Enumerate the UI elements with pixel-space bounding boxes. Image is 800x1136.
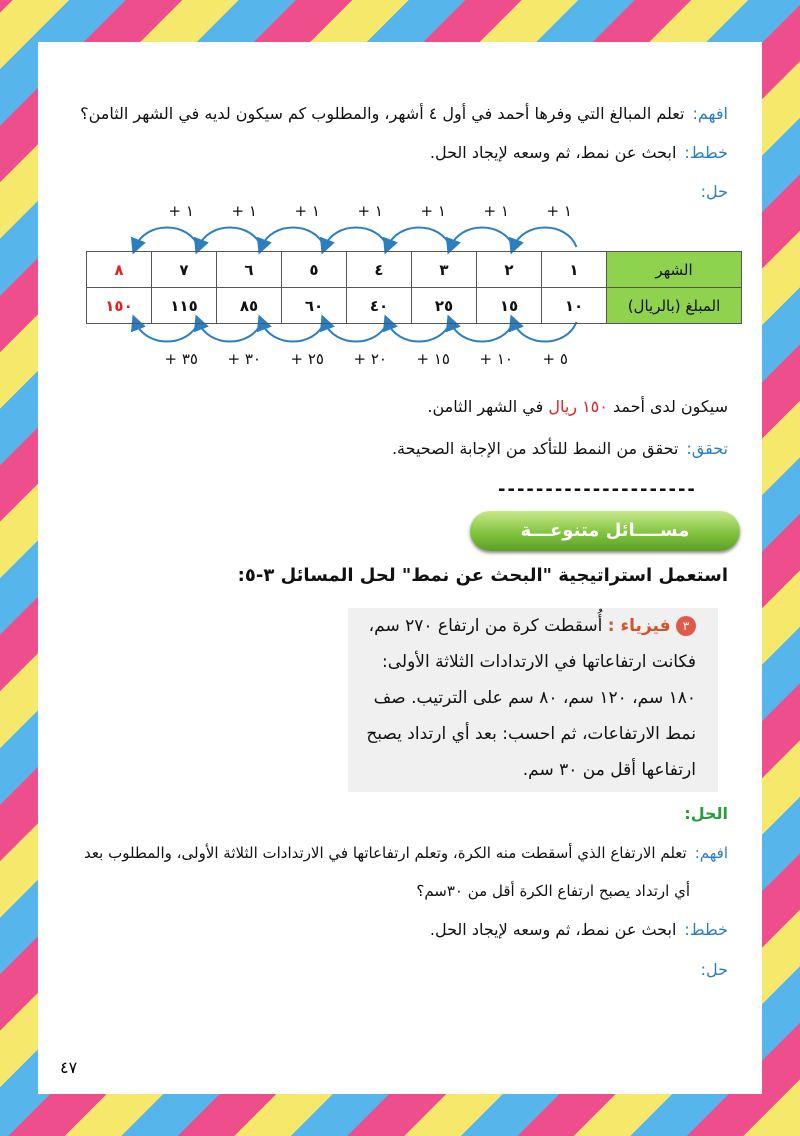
increment-arrows <box>38 42 762 382</box>
plan2-label: خطط: <box>684 920 728 939</box>
month-cell: ٢ <box>477 252 542 288</box>
month-cell: ٦ <box>217 252 282 288</box>
result-post: في الشهر الثامن. <box>427 397 544 416</box>
page <box>38 42 762 1094</box>
plan-label: خطط: <box>684 143 728 162</box>
top-increment-label: + ١ <box>420 202 446 220</box>
bottom-increment-label: + ٣٠ <box>227 350 261 368</box>
problem-text-1: أُسقطت كرة من ارتفاع ٢٧٠ سم، <box>368 616 603 636</box>
problem-box <box>348 608 718 792</box>
top-increment-arrow <box>451 228 514 248</box>
understand-text: تعلم المبالغ التي وفرها أحمد في أول ٤ أشهر، والمطلوب كم سيكون لديه في الشهر الثامن؟ <box>80 104 685 123</box>
amount-cell: ١١٥ <box>152 288 217 324</box>
understand2-label: افهم: <box>694 844 728 862</box>
instruction: استعمل استراتيجية "البحث عن نمط" لحل المسائل ٣-٥: <box>237 565 728 586</box>
result-line <box>427 397 728 416</box>
top-increment-arrow <box>388 228 451 248</box>
amount-cell: ٤٠ <box>347 288 412 324</box>
section-banner: مســــائل متنوعـــة <box>470 511 740 551</box>
solve-label: حل: <box>700 182 728 201</box>
bottom-increment-arrow <box>514 322 577 342</box>
top-increment-label: + ١ <box>483 202 509 220</box>
problem-line-4: نمط الارتفاعات، ثم احسب: بعد أي ارتداد يصبح <box>366 724 696 744</box>
amount-header: المبلغ (بالريال) <box>607 288 742 324</box>
bottom-increment-arrow <box>136 322 199 342</box>
month-cell: ١ <box>542 252 607 288</box>
month-cell: ٥ <box>282 252 347 288</box>
bottom-increment-arrow <box>388 322 451 342</box>
top-increment-arrow <box>199 228 262 248</box>
bottom-increment-arrow <box>262 322 325 342</box>
amount-cell: ١٠ <box>542 288 607 324</box>
check-text: تحقق من النمط للتأكد من الإجابة الصحيحة. <box>391 439 679 458</box>
bottom-increment-label: + ٣٥ <box>164 350 198 368</box>
result-pre: سيكون لدى أحمد <box>612 397 728 416</box>
pattern-table <box>86 251 742 324</box>
month-cell: ٣ <box>412 252 477 288</box>
top-increment-arrow <box>514 228 577 248</box>
month-header: الشهر <box>607 252 742 288</box>
problem-line-5: ارتفاعها أقل من ٣٠ سم. <box>522 760 696 780</box>
solve2-label: حل: <box>700 960 728 979</box>
understand2-text-1: تعلم الارتفاع الذي أسقطت منه الكرة، وتعلم ارتفاعاتها في الارتدادات الثلاثة الأولى، والمطلوب بعد <box>84 844 687 862</box>
month-cell: ٨ <box>87 252 152 288</box>
solve2-line <box>693 960 728 979</box>
problem-subject: فيزياء : <box>607 616 671 636</box>
result-amount: ١٥٠ ريال <box>548 397 608 416</box>
amount-cell: ٨٥ <box>217 288 282 324</box>
bottom-increment-arrow <box>199 322 262 342</box>
understand2-line <box>84 844 728 862</box>
problem-line-3: ١٨٠ سم، ١٢٠ سم، ٨٠ سم على الترتيب. صف <box>373 688 696 708</box>
top-increment-arrow <box>325 228 388 248</box>
amount-row <box>87 288 742 324</box>
plan2-text: ابحث عن نمط، ثم وسعه لإيجاد الحل. <box>429 920 677 939</box>
plan2-line <box>430 920 728 939</box>
top-increment-arrow <box>136 228 199 248</box>
problem-number: ٣ <box>676 616 696 636</box>
month-cell: ٤ <box>347 252 412 288</box>
check-line <box>392 439 728 458</box>
top-increment-label: + ١ <box>357 202 383 220</box>
amount-cell: ٦٠ <box>282 288 347 324</box>
plan-text: ابحث عن نمط، ثم وسعه لإيجاد الحل. <box>429 143 677 162</box>
bottom-increment-label: + ٥ <box>542 350 568 368</box>
month-row <box>87 252 742 288</box>
understand-label: افهم: <box>692 104 728 123</box>
solution-label: الحل: <box>684 804 728 823</box>
bottom-increment-arrow <box>325 322 388 342</box>
top-increment-label: + ١ <box>294 202 320 220</box>
top-increment-label: + ١ <box>231 202 257 220</box>
bottom-increment-label: + ٢٠ <box>353 350 387 368</box>
month-cell: ٧ <box>152 252 217 288</box>
understand2-text-2: أي ارتداد يصبح ارتفاع الكرة أقل من ٣٠سم؟ <box>416 882 690 900</box>
top-increment-arrow <box>262 228 325 248</box>
amount-cell: ١٥٠ <box>87 288 152 324</box>
top-increment-label: + ١ <box>168 202 194 220</box>
dashed-divider: --------------------- <box>498 479 697 500</box>
bottom-increment-label: + ٢٥ <box>290 350 324 368</box>
bottom-increment-label: + ١٥ <box>416 350 450 368</box>
amount-cell: ١٥ <box>477 288 542 324</box>
bottom-increment-label: + ١٠ <box>479 350 513 368</box>
bottom-increment-arrow <box>451 322 514 342</box>
top-increment-label: + ١ <box>546 202 572 220</box>
check-label: تحقق: <box>686 439 728 458</box>
problem-line-2: فكانت ارتفاعاتها في الارتدادات الثلاثة الأولى: <box>382 652 696 672</box>
problem-line-1 <box>369 616 696 636</box>
page-number: ٤٧ <box>60 1058 78 1077</box>
amount-cell: ٢٥ <box>412 288 477 324</box>
